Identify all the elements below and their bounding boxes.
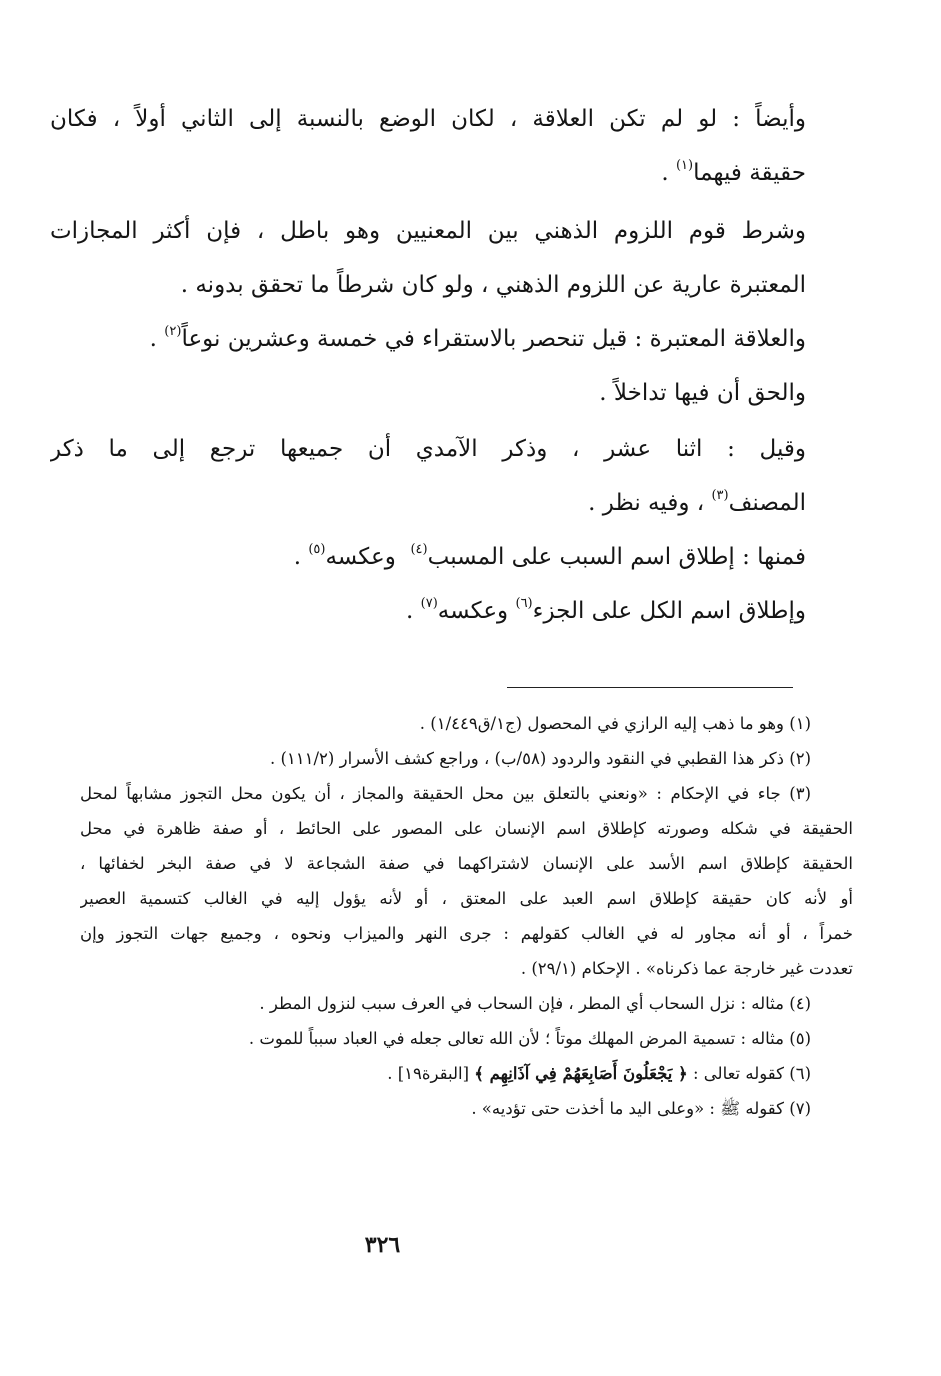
footnote-ref-6: (٦) [515,596,533,611]
footnote-6: (٦) كقوله تعالى : ﴿ يَجْعَلُونَ أَصَابِعَهُمْ فِي آذَانِهِم ﴾ [البقرة١٩] . [387,1064,811,1083]
footnote-ref-4: (٤) [410,542,428,557]
footnote-3-line: خمراً ، أو أنه مجاور له في الغالب كقولهم : جرى النهر والميزاب ونحوه ، وجميع جهات التجوز وإن [80,924,853,943]
footnote-7: (٧) كقوله ﷺ : «وعلى اليد ما أخذت حتى تؤديه» . [471,1099,811,1118]
footnote-ref-2: (٢) [164,324,182,339]
quran-verse: ﴿ يَجْعَلُونَ أَصَابِعَهُمْ فِي آذَانِهِم ﴾ [474,1064,688,1083]
paragraph-2 [50,204,806,312]
body-line: المصنف$^{(٣)}$ ، وفيه نظر . [588,488,806,516]
footnote-3: (٣) جاء في الإحكام : «ونعني بالتعلق بين محل الحقيقة والمجاز ، أن يكون محل التجوز مشابهاً لمحل [80,784,811,803]
footnote-ref-5: (٥) [308,542,326,557]
paragraph-4 [50,366,806,420]
footnote-2: (٢) ذكر هذا القطبي في النقود والردود (٥٨/ب) ، وراجع كشف الأسرار (١١١/٢) . [269,749,811,768]
body-line: والحق أن فيها تداخلاً . [599,380,806,406]
main-text [50,92,806,638]
footnote-3-line: تعددت غير خارجة عما ذكرناه» . الإحكام (٢٩/١) . [520,959,853,978]
footnotes [80,706,853,1126]
paragraph-5 [50,422,806,530]
footnote-5: (٥) مثاله : تسمية المرض المهلك موتاً ؛ لأن الله تعالى جعله في العباد سبباً للموت . [248,1029,811,1048]
paragraph-7 [50,584,806,638]
footnote-divider [507,687,793,688]
footnote-4: (٤) مثاله : نزل السحاب أي المطر ، فإن السحاب في العرف سبب لنزول المطر . [259,994,811,1013]
footnote-3-line: الحقيقة كإطلاق اسم الأسد على الإنسان لاشتراكهما في صفة الشجاعة لا في صفة البخر لخفائها ، [80,854,853,873]
body-line: والعلاقة المعتبرة : قيل تنحصر بالاستقراء في خمسة وعشرين نوعاً$^{(٢)}$ . [149,324,806,352]
footnote-3-line: الحقيقة في شكله وصورته كإطلاق اسم الإنسان على المصور على الحائط ، أو صفة ظاهرة في محل [80,819,853,838]
footnote-3-line: أو لأنه كان حقيقة كإطلاق اسم العبد على المعتق ، أو لأنه يؤول إليه في الغالب كتسمية العصير [80,889,853,908]
footnote-ref-7: (٧) [420,596,438,611]
body-line: وشرط قوم اللزوم الذهني بين المعنيين وهو باطل ، فإن أكثر المجازات [50,218,806,244]
paragraph-1 [50,92,806,200]
footnote-1: (١) وهو ما ذهب إليه الرازي في المحصول (ج١/ق١/٤٤٩) . [419,714,811,733]
page-number: ٣٢٦ [364,1232,401,1258]
body-line: حقيقة فيهما$^{(١)}$ . [661,158,806,186]
body-line: فمنها : إطلاق اسم السبب على المسبب$^{(٤)}$ وعكسه$^{(٥)}$ . [293,542,806,570]
body-line: وإطلاق اسم الكل على الجزء$^{(٦)}$ وعكسه$^{(٧)}$ . [406,596,806,624]
body-line: وأيضاً : لو لم تكن العلاقة ، لكان الوضع بالنسبة إلى الثاني أولاً ، فكان [50,106,806,132]
footnote-ref-3: (٣) [711,488,729,503]
body-line: وقيل : اثنا عشر ، وذكر الآمدي أن جميعها ترجع إلى ما ذكر [50,436,806,462]
paragraph-3 [50,312,806,366]
footnote-ref-1: (١) [675,158,694,173]
paragraph-6 [50,530,806,584]
body-line: المعتبرة عارية عن اللزوم الذهني ، ولو كان شرطاً ما تحقق بدونه . [180,272,806,298]
